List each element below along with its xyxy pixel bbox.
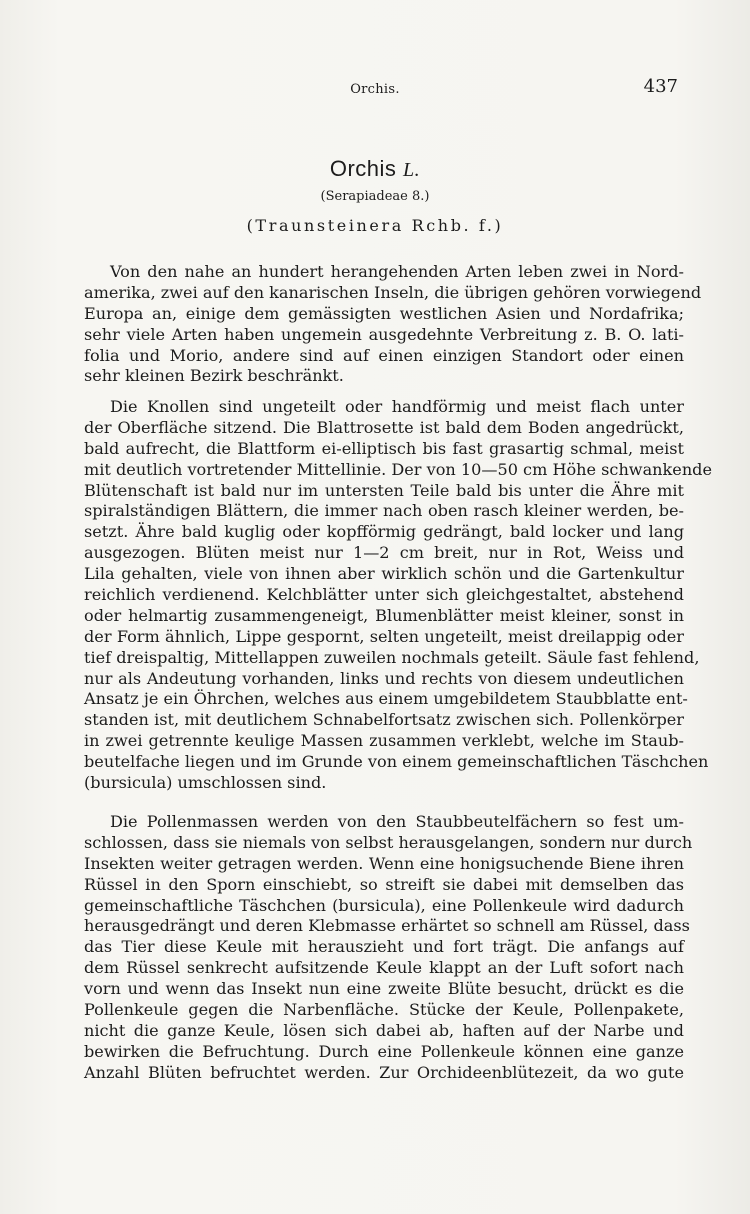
text-line: gemeinschaftliche Täschchen (bursicula), eine Pollenkeule wird dadurch [84, 895, 684, 915]
text-line: nur als Andeutung vorhanden, links und rechts von diesem undeutlichen [84, 668, 684, 688]
paragraph-distribution [84, 262, 702, 387]
text-line: Europa an, einige dem gemässigten westlichen Asien und Nordafrika; [84, 303, 684, 323]
page-header [60, 76, 690, 102]
text-line: vorn und wenn das Insekt nun eine zweite Blüte besucht, drückt es die [84, 979, 684, 999]
text-line: mit deutlich vortretender Mittellinie. Der von 10—50 cm Höhe schwankende [84, 459, 713, 479]
text-line: Ansatz je ein Öhrchen, welches aus einem umgebildetem Staubblatte ent- [84, 689, 688, 709]
text-line: schlossen, dass sie niemals von selbst herausgelangen, sondern nur durch [84, 832, 693, 852]
text-line: spiralständigen Blättern, die immer nach oben rasch kleiner werden, be- [84, 501, 684, 521]
text-line: Die Knollen sind ungeteilt oder handförmig und meist flach unter [110, 397, 684, 416]
text-line: der Oberfläche sitzend. Die Blattrosette ist bald dem Boden angedrückt, [84, 417, 684, 437]
text-line: setzt. Ähre bald kuglig oder kopfförmig gedrängt, bald locker und lang [84, 522, 684, 542]
text-line: Insekten weiter getragen werden. Wenn eine honigsuchende Biene ihren [84, 853, 684, 873]
text-line: (bursicula) umschlossen sind. [84, 773, 327, 793]
text-line: standen ist, mit deutlichem Schnabelfortsatz zwischen sich. Pollenkörper [84, 710, 684, 730]
genus-author: L. [403, 159, 421, 181]
text-line: nicht die ganze Keule, lösen sich dabei ab, haften auf der Narbe und [84, 1020, 684, 1040]
text-line: Die Pollenmassen werden von den Staubbeutelfächern so fest um- [110, 812, 684, 831]
text-line: dem Rüssel senkrecht aufsitzende Keule klappt an der Luft sofort nach [84, 958, 684, 978]
text-line: bewirken die Befruchtung. Durch eine Pollenkeule können eine ganze [84, 1041, 684, 1061]
text-line: Rüssel in den Sporn einschiebt, so streift sie dabei mit demselben das [84, 874, 684, 894]
paragraph-pollination [84, 812, 693, 1084]
genus-name: Orchis [329, 156, 397, 181]
paragraph-morphology [84, 397, 713, 794]
text-line: oder helmartig zusammengeneigt, Blumenblätter meist kleiner, sonst in [84, 605, 684, 625]
text-line: tief dreispaltig, Mittellappen zuweilen nochmals geteilt. Säule fast fehlend, [84, 647, 700, 667]
tribe-subtitle: (Serapiadeae 8.) [320, 189, 430, 204]
text-line: folia und Morio, andere sind auf einen einzigen Standort oder einen [84, 345, 684, 365]
text-line: sehr kleinen Bezirk beschränkt. [84, 366, 344, 386]
text-line: Lila gehalten, viele von ihnen aber wirklich schön und die Gartenkultur [84, 564, 684, 584]
text-line: Anzahl Blüten befruchtet werden. Zur Orchideenblütezeit, da wo gute [84, 1062, 684, 1082]
text-line: herausgedrängt und deren Klebmasse erhärtet so schnell am Rüssel, dass [84, 916, 690, 936]
text-line: in zwei getrennte keulige Massen zusammen verklebt, welche im Staub- [84, 731, 684, 751]
text-line: das Tier diese Keule mit herauszieht und fort trägt. Die anfangs auf [84, 937, 684, 957]
genus-title [0, 156, 750, 182]
synonym-line: (Traunsteinera Rchb. f.) [246, 216, 504, 235]
text-line: beutelfache liegen und im Grunde von einem gemeinschaftlichen Täschchen [84, 752, 709, 772]
text-line: Von den nahe an hundert herangehenden Arten leben zwei in Nord- [110, 262, 684, 281]
text-line: bald aufrecht, die Blattform ei-elliptisch bis fast grasartig schmal, meist [84, 438, 684, 458]
page-number: 437 [643, 76, 678, 97]
text-line: Pollenkeule gegen die Narbenfläche. Stücke der Keule, Pollenpakete, [84, 1000, 684, 1020]
text-line: amerika, zwei auf den kanarischen Inseln, die übrigen gehören vorwiegend [84, 282, 702, 302]
text-line: sehr viele Arten haben ungemein ausgedehnte Verbreitung z. B. O. lati- [84, 324, 684, 344]
text-line: reichlich verdienend. Kelchblätter unter sich gleichgestaltet, abstehend [84, 585, 684, 605]
running-head: Orchis. [350, 82, 400, 97]
text-line: ausgezogen. Blüten meist nur 1—2 cm breit, nur in Rot, Weiss und [84, 543, 684, 563]
text-line: der Form ähnlich, Lippe gespornt, selten ungeteilt, meist dreilappig oder [84, 626, 684, 646]
text-line: Blütenschaft ist bald nur im untersten Teile bald bis unter die Ähre mit [84, 480, 684, 500]
